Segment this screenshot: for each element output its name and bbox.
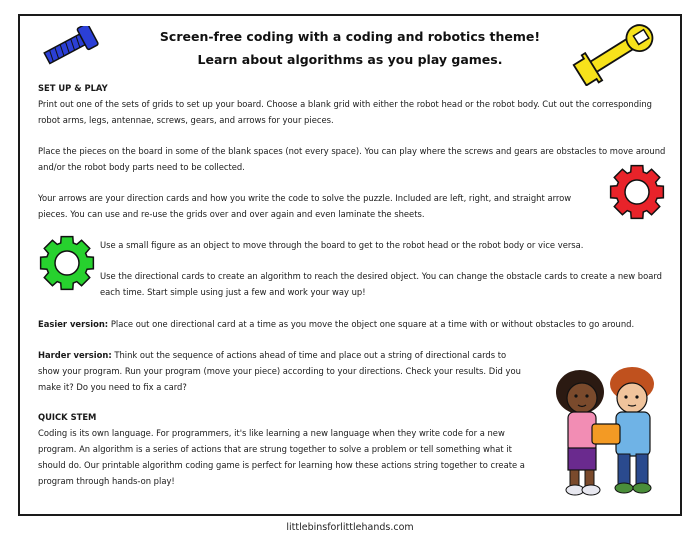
setup-paragraph-2: Place the pieces on the board in some of the blank spaces (not every space). You can play where the screws and gears are obstacles to move around and/or the robot body parts need to be collected. [38, 146, 666, 172]
easier-version [38, 316, 670, 332]
quickstem-text: Coding is its own language. For programmers, it's like learning a new language when they write code for a new program. An algorithm is a series of actions that are strung together to solve a problem or tell something what it should do. Our printable algorithm coding game is perfect for learning how these actions string together to create a program through hands-on play! [38, 428, 525, 486]
harder-label: Harder version: [38, 350, 112, 360]
setup-heading: SET UP & PLAY [38, 83, 108, 93]
red-gear-icon [608, 163, 666, 221]
quickstem-heading: QUICK STEM [38, 412, 97, 422]
easier-label: Easier version: [38, 319, 109, 329]
kids-illustration [540, 354, 676, 502]
blue-screw-icon [38, 26, 102, 66]
title-line-2: Learn about algorithms as you play games. [197, 52, 503, 67]
harder-version [38, 347, 528, 395]
title-line-1: Screen-free coding with a coding and robotics theme! [159, 29, 541, 44]
easier-text: Place out one directional card at a time as you move the object one square at a time with or without obstacles to go around. [108, 319, 635, 329]
footer-url: littlebinsforlittlehands.com [286, 522, 414, 533]
yellow-wrench-icon [568, 22, 660, 86]
setup-paragraph-5: Use the directional cards to create an algorithm to reach the desired object. You can change the obstacle cards to create a new board each time. Start simple using just a few and work your way up! [100, 271, 662, 297]
setup-paragraph-4: Use a small figure as an object to move through the board to get to the robot head or the robot body or vice versa. [100, 240, 584, 250]
setup-paragraph-1: Print out one of the sets of grids to set up your board. Choose a blank grid with either the robot head or the robot body. Cut out the corresponding robot arms, legs, antennae, screws, gears, and arrows for your pieces. [38, 99, 652, 125]
harder-text: Think out the sequence of actions ahead of time and place out a string of directional cards to show your program. Run your program (move your piece) according to your directions. Check your results. Did you make it? Do you need to fix a card? [38, 350, 521, 392]
setup-paragraph-3: Your arrows are your direction cards and how you write the code to solve the puzzle. Included are left, right, and straight arrow pieces. You can use and re-use the grids over and over again and even laminate the sheets. [38, 193, 572, 219]
green-gear-icon [38, 234, 96, 292]
